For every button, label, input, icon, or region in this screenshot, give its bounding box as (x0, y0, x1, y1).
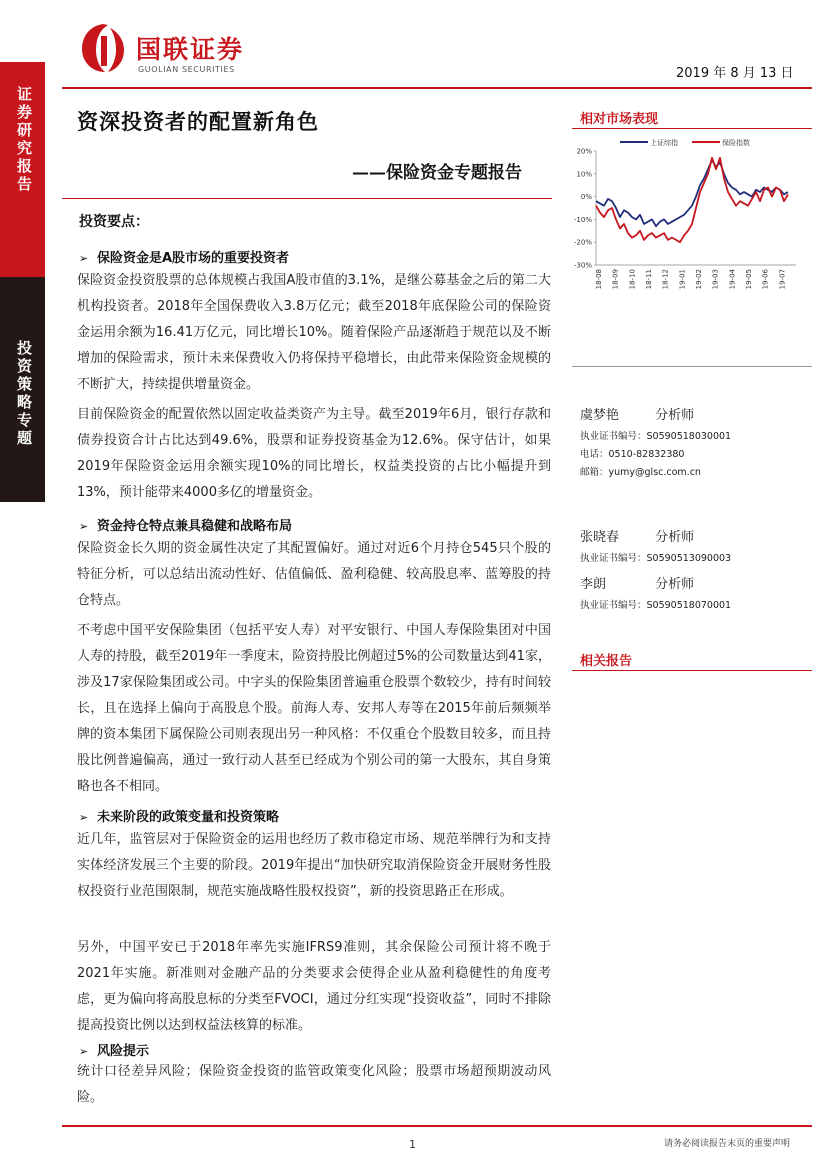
x-tick-label: 19-07 (778, 269, 787, 290)
y-tick-label: -10% (573, 215, 592, 224)
logo-mark-icon (80, 22, 126, 74)
y-tick-label: -30% (573, 261, 592, 270)
x-tick-label: 19-04 (728, 269, 737, 290)
logo-subtitle: GUOLIAN SECURITIES (138, 65, 235, 74)
analyst-cert: 执业证书编号：S0590518030001 (580, 431, 732, 442)
market-performance-heading: 相对市场表现 (580, 112, 659, 127)
paragraph: 近几年，监管层对于保险资金的运用也经历了救市稳定市场、规范举牌行为和支持实体经济发展三个主要的阶段。2019年提出“加快研究取消保险资金开展财务性股权投资行业范围限制，规范实施战略性股权投资”，新的投资思路正在形成。 (77, 832, 551, 899)
analyst-email[interactable]: 邮箱：yumy@glsc.com.cn (580, 467, 701, 478)
key-points-heading: 投资要点： (79, 214, 149, 230)
section-heading-text: 风险提示 (97, 1044, 150, 1059)
legend-label-shanghai: 上证综指 (650, 139, 678, 147)
report-subtitle: ——保险资金专题报告 (352, 163, 522, 183)
section-heading-1 (79, 247, 289, 266)
arrow-bullet-icon: ➢ (79, 1045, 89, 1058)
x-tick-label: 18-11 (645, 269, 653, 290)
analyst-block-rule (572, 366, 812, 367)
series-line-shanghai-composite (596, 160, 788, 226)
analyst-phone: 电话：0510-82832380 (580, 449, 685, 460)
x-tick-label: 18-09 (611, 269, 620, 290)
section-heading-text: 保险资金是A股市场的重要投资者 (97, 251, 290, 266)
analyst-cert: 执业证书编号：S0590513090003 (580, 553, 732, 564)
footer-notice: 请务必阅读报告末页的重要声明 (664, 1139, 791, 1149)
header-rule (62, 87, 812, 89)
section-heading-4 (79, 1040, 149, 1059)
analyst-role: 分析师 (655, 530, 695, 545)
x-tick-label: 19-03 (711, 269, 720, 290)
analyst-role: 分析师 (655, 577, 695, 592)
paragraph: 另外，中国平安已于2018年率先实施IFRS9准则，其余保险公司预计将不晚于2021年实施。新准则对金融产品的分类要求会使得企业从盈利稳健性的角度考虑，更为偏向将高股息标的分类至FVOCI，通过分红实现“投资收益”，同时不排除提高投资比例以达到权益法核算的标准。 (77, 940, 551, 1033)
related-reports-heading: 相关报告 (580, 654, 633, 669)
x-tick-label: 19-02 (695, 269, 703, 290)
analyst-card (580, 526, 810, 564)
arrow-bullet-icon: ➢ (79, 252, 89, 265)
arrow-bullet-icon: ➢ (79, 520, 89, 533)
analyst-name: 张晓春 (580, 530, 620, 545)
y-tick-label: 10% (576, 170, 592, 179)
analyst-name: 虞梦艳 (580, 408, 620, 423)
analyst-cert: 执业证书编号：S0590518070001 (580, 600, 732, 611)
x-tick-label: 19-06 (761, 269, 770, 290)
legend-label-insurance: 保险指数 (722, 139, 750, 147)
logo-name: 国联证券 (136, 35, 245, 64)
analyst-name: 李朗 (580, 577, 607, 592)
y-tick-label: -20% (573, 238, 592, 247)
related-reports-rule (572, 670, 812, 671)
x-tick-label: 18-10 (628, 269, 637, 290)
analyst-role: 分析师 (655, 408, 695, 423)
y-tick-label: 0% (580, 193, 592, 202)
section-heading-text: 未来阶段的政策变量和投资策略 (97, 810, 280, 825)
y-tick-label: 20% (576, 147, 592, 156)
section-heading-2 (79, 515, 292, 534)
paragraph: 统计口径差异风险；保险资金投资的监管政策变化风险；股票市场超预期波动风险。 (77, 1064, 551, 1105)
relative-performance-chart (568, 134, 808, 300)
section-heading-text: 资金持仓特点兼具稳健和战略布局 (97, 519, 293, 534)
paragraph: 保险资金长久期的资金属性决定了其配置偏好。通过对近6个月持仓545只个股的特征分析，可以总结出流动性好、估值偏低、盈利稳健、较高股息率、蓝筹股的持仓特点。 (77, 541, 551, 608)
report-date: 2019 年 8 月 13 日 (676, 66, 794, 81)
analyst-card (580, 404, 810, 478)
section-heading-3 (79, 806, 279, 825)
sidebar-top-label: 证券研究报告 (15, 86, 33, 194)
x-tick-label: 18-08 (595, 269, 603, 290)
market-heading-rule (572, 128, 812, 129)
paragraph: 目前保险资金的配置依然以固定收益类资产为主导。截至2019年6月，银行存款和债券投资合计占比达到49.6%，股票和证券投资基金为12.6%。保守估计，如果2019年保险资金运用余额实现10%的同比增长，权益类投资的占比小幅提升到13%，预计能带来4000多亿的增量资金。 (77, 407, 551, 500)
page-number: 1 (409, 1138, 416, 1151)
paragraph: 不考虑中国平安保险集团（包括平安人寿）对平安银行、中国人寿保险集团对中国人寿的持股，截至2019年一季度末，险资持股比例超过5%的公司数量达到41家，涉及17家保险集团或公司。中字头的保险集团普遍重仓股票个数较少，持有时间较长，且在选择上偏向于高股息个股。前海人寿、安邦人寿等在2015年前后频频举牌的资本集团下属保险公司则表现出另一种风格：不仅重仓个股数目较多，而且持股比例普遍偏高，通过一致行动人甚至已经成为个别公司的第一大股东，其自身策略也各不相同。 (77, 623, 551, 794)
footer-rule (62, 1125, 812, 1127)
arrow-bullet-icon: ➢ (79, 811, 89, 824)
paragraph: 保险资金投资股票的总体规模占我国A股市值的3.1%，是继公募基金之后的第二大机构投资者。2018年全国保费收入3.8万亿元；截至2018年底保险公司的保险资金运用余额为16.41万亿元，同比增长10%。随着保险产品逐渐趋于规范以及不断增加的保险需求，预计未来保费收入仍将保持平稳增长，由此带来保险资金规模的不断扩大，持续提供增量资金。 (77, 273, 551, 392)
sidebar-bottom-label: 投资策略专题 (15, 340, 33, 448)
series-line-insurance-index (596, 158, 788, 242)
title-rule (62, 198, 552, 199)
x-tick-label: 19-05 (745, 269, 753, 290)
x-tick-label: 19-01 (678, 269, 687, 290)
report-title: 资深投资者的配置新角色 (77, 109, 319, 134)
x-tick-label: 18-12 (661, 269, 670, 290)
analyst-card (580, 573, 810, 611)
company-logo (80, 20, 310, 80)
